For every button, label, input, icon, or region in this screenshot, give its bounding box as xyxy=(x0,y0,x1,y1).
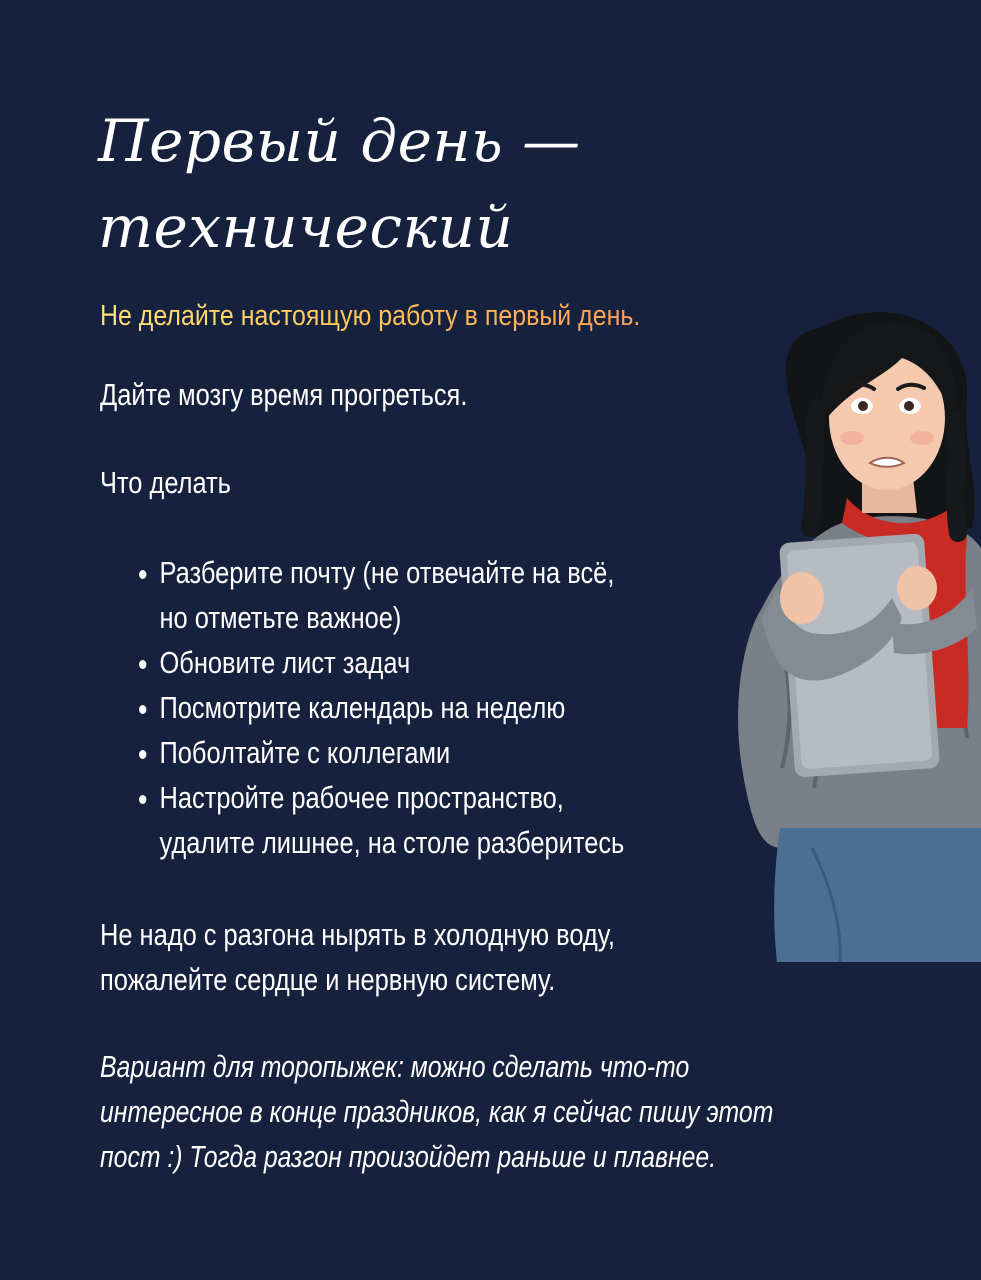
list-item xyxy=(160,775,625,865)
advice-text xyxy=(100,912,615,1002)
subtitle: Не делайте настоящую работу в первый день. xyxy=(100,296,640,336)
advice-line-1: Не надо с разгона нырять в холодную воду, xyxy=(100,917,615,952)
title-line-2: технический xyxy=(98,193,514,261)
jeans xyxy=(774,828,981,962)
list-item xyxy=(160,685,625,730)
hand-left xyxy=(780,572,824,624)
list-item xyxy=(160,640,625,685)
page-title xyxy=(98,98,581,270)
intro-text: Дайте мозгу время прогреться. xyxy=(100,377,468,412)
person-illustration xyxy=(722,288,981,962)
note-text xyxy=(100,1044,773,1179)
task-1-line-2: но отметьте важное) xyxy=(159,600,402,635)
task-4-line-1: Поболтайте с коллегами xyxy=(159,735,451,770)
task-5-line-2: удалите лишнее, на столе разберитесь xyxy=(159,825,625,860)
list-item xyxy=(160,730,625,775)
task-5-line-1: Настройте рабочее пространство, xyxy=(159,780,564,815)
hand-right xyxy=(897,566,937,610)
braid-right xyxy=(954,418,958,533)
list-item xyxy=(160,550,625,640)
advice-line-2: пожалейте сердце и нервную систему. xyxy=(100,962,556,997)
task-1-line-1: Разберите почту (не отвечайте на всё, xyxy=(159,555,615,590)
task-list xyxy=(130,550,624,865)
note-line-3: пост :) Тогда разгон произойдет раньше и плавнее. xyxy=(100,1139,717,1174)
note-line-1: Вариант для торопыжек: можно сделать что-то xyxy=(100,1049,690,1084)
section-heading: Что делать xyxy=(100,465,231,500)
braid-left xyxy=(810,408,817,528)
task-2-line-1: Обновите лист задач xyxy=(159,645,411,680)
note-line-2: интересное в конце праздников, как я сейчас пишу этот xyxy=(100,1094,774,1129)
title-line-1: Первый день — xyxy=(98,107,581,175)
task-3-line-1: Посмотрите календарь на неделю xyxy=(159,690,566,725)
